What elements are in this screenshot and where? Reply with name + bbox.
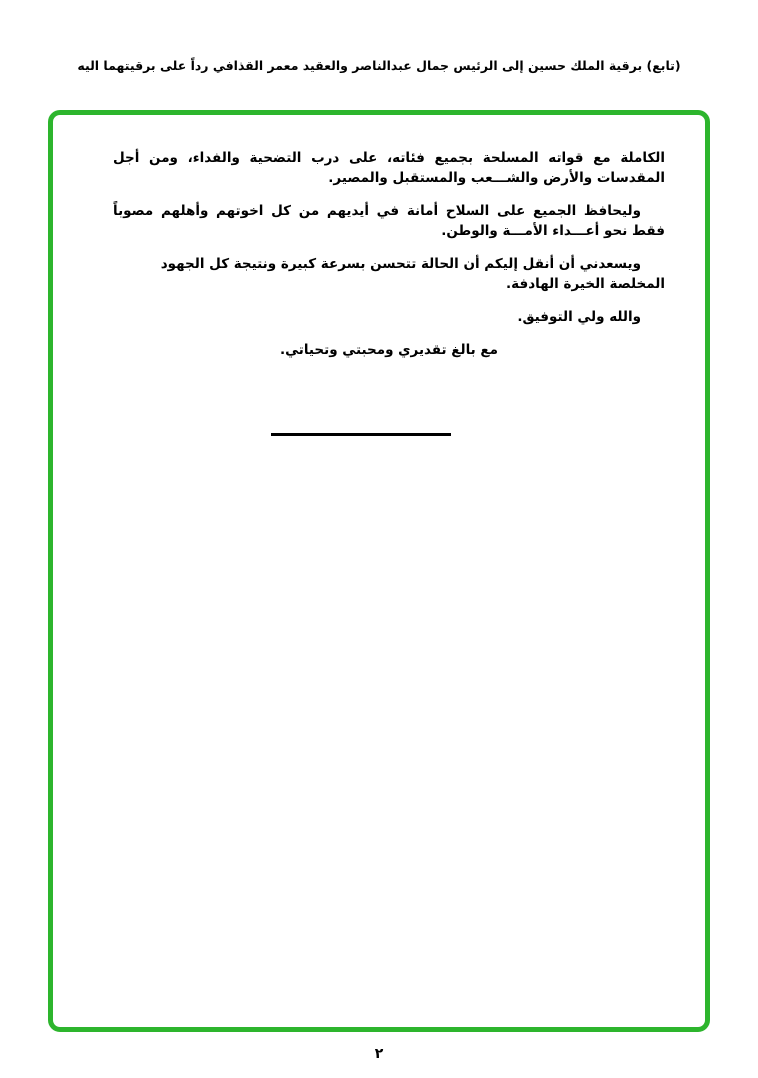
paragraph-2: وليحافظ الجميع على السلاح أمانة في أيديهم من كل اخوتهم وأهلهم مصوباً فقط نحو أعـــداء الأمـــة والوطن.	[113, 203, 665, 239]
paragraph-5: مع بالغ تقديري ومحبتي وتحياتي.	[279, 342, 499, 358]
paragraph-4: والله ولي التوفيق.	[517, 309, 641, 325]
document-body	[53, 148, 705, 373]
content-border-box	[48, 110, 710, 1032]
document-header-title: (تابع) برقية الملك حسين إلى الرئيس جمال عبدالناصر والعقيد معمر القذافي رداً على برقيتهما اليه	[77, 58, 681, 73]
page-number: ٢	[374, 1046, 384, 1062]
paragraph-1: الكاملة مع قواته المسلحة بجميع فئاته، على درب التضحية والفداء، ومن أجل المقدسات والأرض والشـــعب والمستقبل والمصير.	[113, 150, 665, 186]
paragraph-3: ويسعدني أن أنقل إليكم أن الحالة تتحسن بسرعة كبيرة ونتيجة كل الجهود المخلصة الخيرة الهادفة.	[160, 256, 665, 292]
signature-divider-line	[271, 433, 451, 436]
